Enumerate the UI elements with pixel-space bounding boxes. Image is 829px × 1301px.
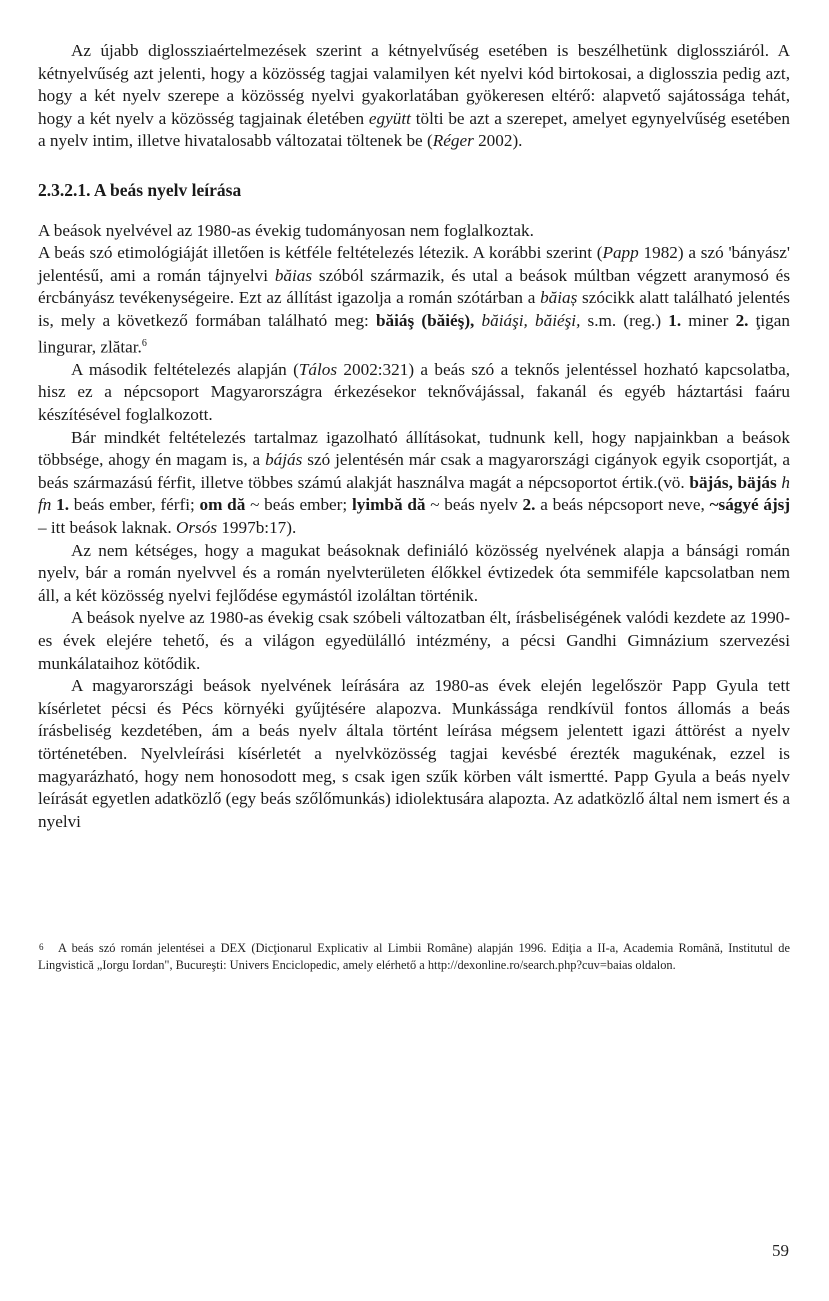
paragraph: Az újabb diglossziaértelmezések szerint a kétnyelvűség esetében is beszélhetünk diglossziáról. A kétnyelvűség azt jelenti, hogy a közösség tagjai valamilyen két nyelvi kód birtokosai, a diglosszia pedig azt, hogy a két nyelv szerepe a közösség nyelvi gyakorlatában gyökeresen eltérő: alapvető sajátossága tehát, hogy a két nyelv a közösség tagjainak életében együtt tölti be azt a szerepet, amelyet egynyelvűség esetében a nyelv intim, illetve hivatalosabb változatai töltenek be (Réger 2002).	[38, 41, 791, 151]
paragraph: A beások nyelve az 1980-as évekig csak szóbeli változatban élt, írásbeliségének valódi kezdete az 1990-es évek elejére tehető, és a világon egyedülálló intézmény, a pécsi Gandhi Gimnázium szervezési munkálataihoz kötődik.	[38, 608, 790, 673]
paragraph: A beások nyelvével az 1980-as évekig tudományosan nem foglalkoztak.	[38, 220, 534, 240]
footnote-text: A beás szó román jelentései a DEX (Dicţionarul Explicativ al Limbii Române) alapján 1996. Ediţia a II-a, Academia Română, Institutul de Lingvistică „Iorgu Iordan", Bucureşti: Univers Enciclopedic, amely elérhető a http://dexonline.ro/search.php?cuv=baias oldalon.	[38, 941, 790, 972]
page-number: 59	[772, 1241, 789, 1260]
footnote	[38, 940, 790, 974]
paragraph: A beás szó etimológiáját illetően is kétféle feltételezés létezik. A korábbi szerint (Papp 1982) a szó 'bányász' jelentésű, ami a román tájnyelvi băias szóból származik, és utal a beások múltban végzett aranymosó és ércbányász tevékenységeire. Ezt az állítást igazolja a román szótárban a băiaș szócikk alatt található jelentés is, mely a következő formában található meg: băiáş (băiéş), băiáşi, băiéşi, s.m. (reg.) 1. miner 2. ţigan lingurar, zlătar.$^6$	[38, 243, 791, 357]
paragraph: Bár mindkét feltételezés tartalmaz igazolható állításokat, tudnunk kell, hogy napjainkban a beások többsége, ahogy én magam is, a bájás szó jelentésén már csak a magyarországi cigányok egyik csoportját, a beás származású férfit, illetve többes számú alakját használva magát a népcsoportot értik.(vö. bäjás, bäjás h fn 1. beás ember, férfi; om dă ~ beás ember; lyimbă dă ~ beás nyelv 2. a beás népcsoport neve, ~ságyé ájsj – itt beások laknak. Orsós 1997b:17).	[38, 427, 791, 538]
body-text	[38, 40, 790, 833]
footnote-ref: 6	[141, 337, 147, 349]
paragraph: Az nem kétséges, hogy a magukat beásoknak definiáló közösség nyelvének alapja a bánsági román nyelv, bár a román nyelvvel és a román nyelvterületen élőkkel évtizedek óta semmiféle kapcsolatban nem áll, a két közösség nyelvi fejlődése egymástól izoláltan történik.	[38, 540, 790, 605]
paragraph: A magyarországi beások nyelvének leírására az 1980-as évek elején legelőször Papp Gyula tett kísérletet pécsi és Pécs környéki gyűjtésére alapozva. Munkássága rendkívül fontos állomás a beás írásbeliség kezdetében, ám a beás nyelv általa történt leírása mégsem jelentett igazi áttörést a nyelv történetében. Nyelvleírási kísérletét a nyelvközösség tagjai kevésbé érezték magukénak, ezzel is magyarázható, hogy nem honosodott meg, s csak igen szűk körben vált ismertté. Papp Gyula a beás nyelv leírását egyetlen adatközlő (egy beás szőlőmunkás) idiolektusára alapozta. Az adatközlő által nem ismert és a nyelvi	[38, 676, 790, 831]
paragraph: A második feltételezés alapján (Tálos 2002:321) a beás szó a teknős jelentéssel hozható kapcsolatba, hisz ez a népcsoport Magyarországra érkezésekor teknővájással, fakanál és egyéb háztartási faáru készítésével foglalkozott.	[38, 359, 790, 425]
section-heading: 2.3.2.1. A beás nyelv leírása	[38, 179, 242, 200]
footnote-mark: 6	[39, 942, 44, 952]
